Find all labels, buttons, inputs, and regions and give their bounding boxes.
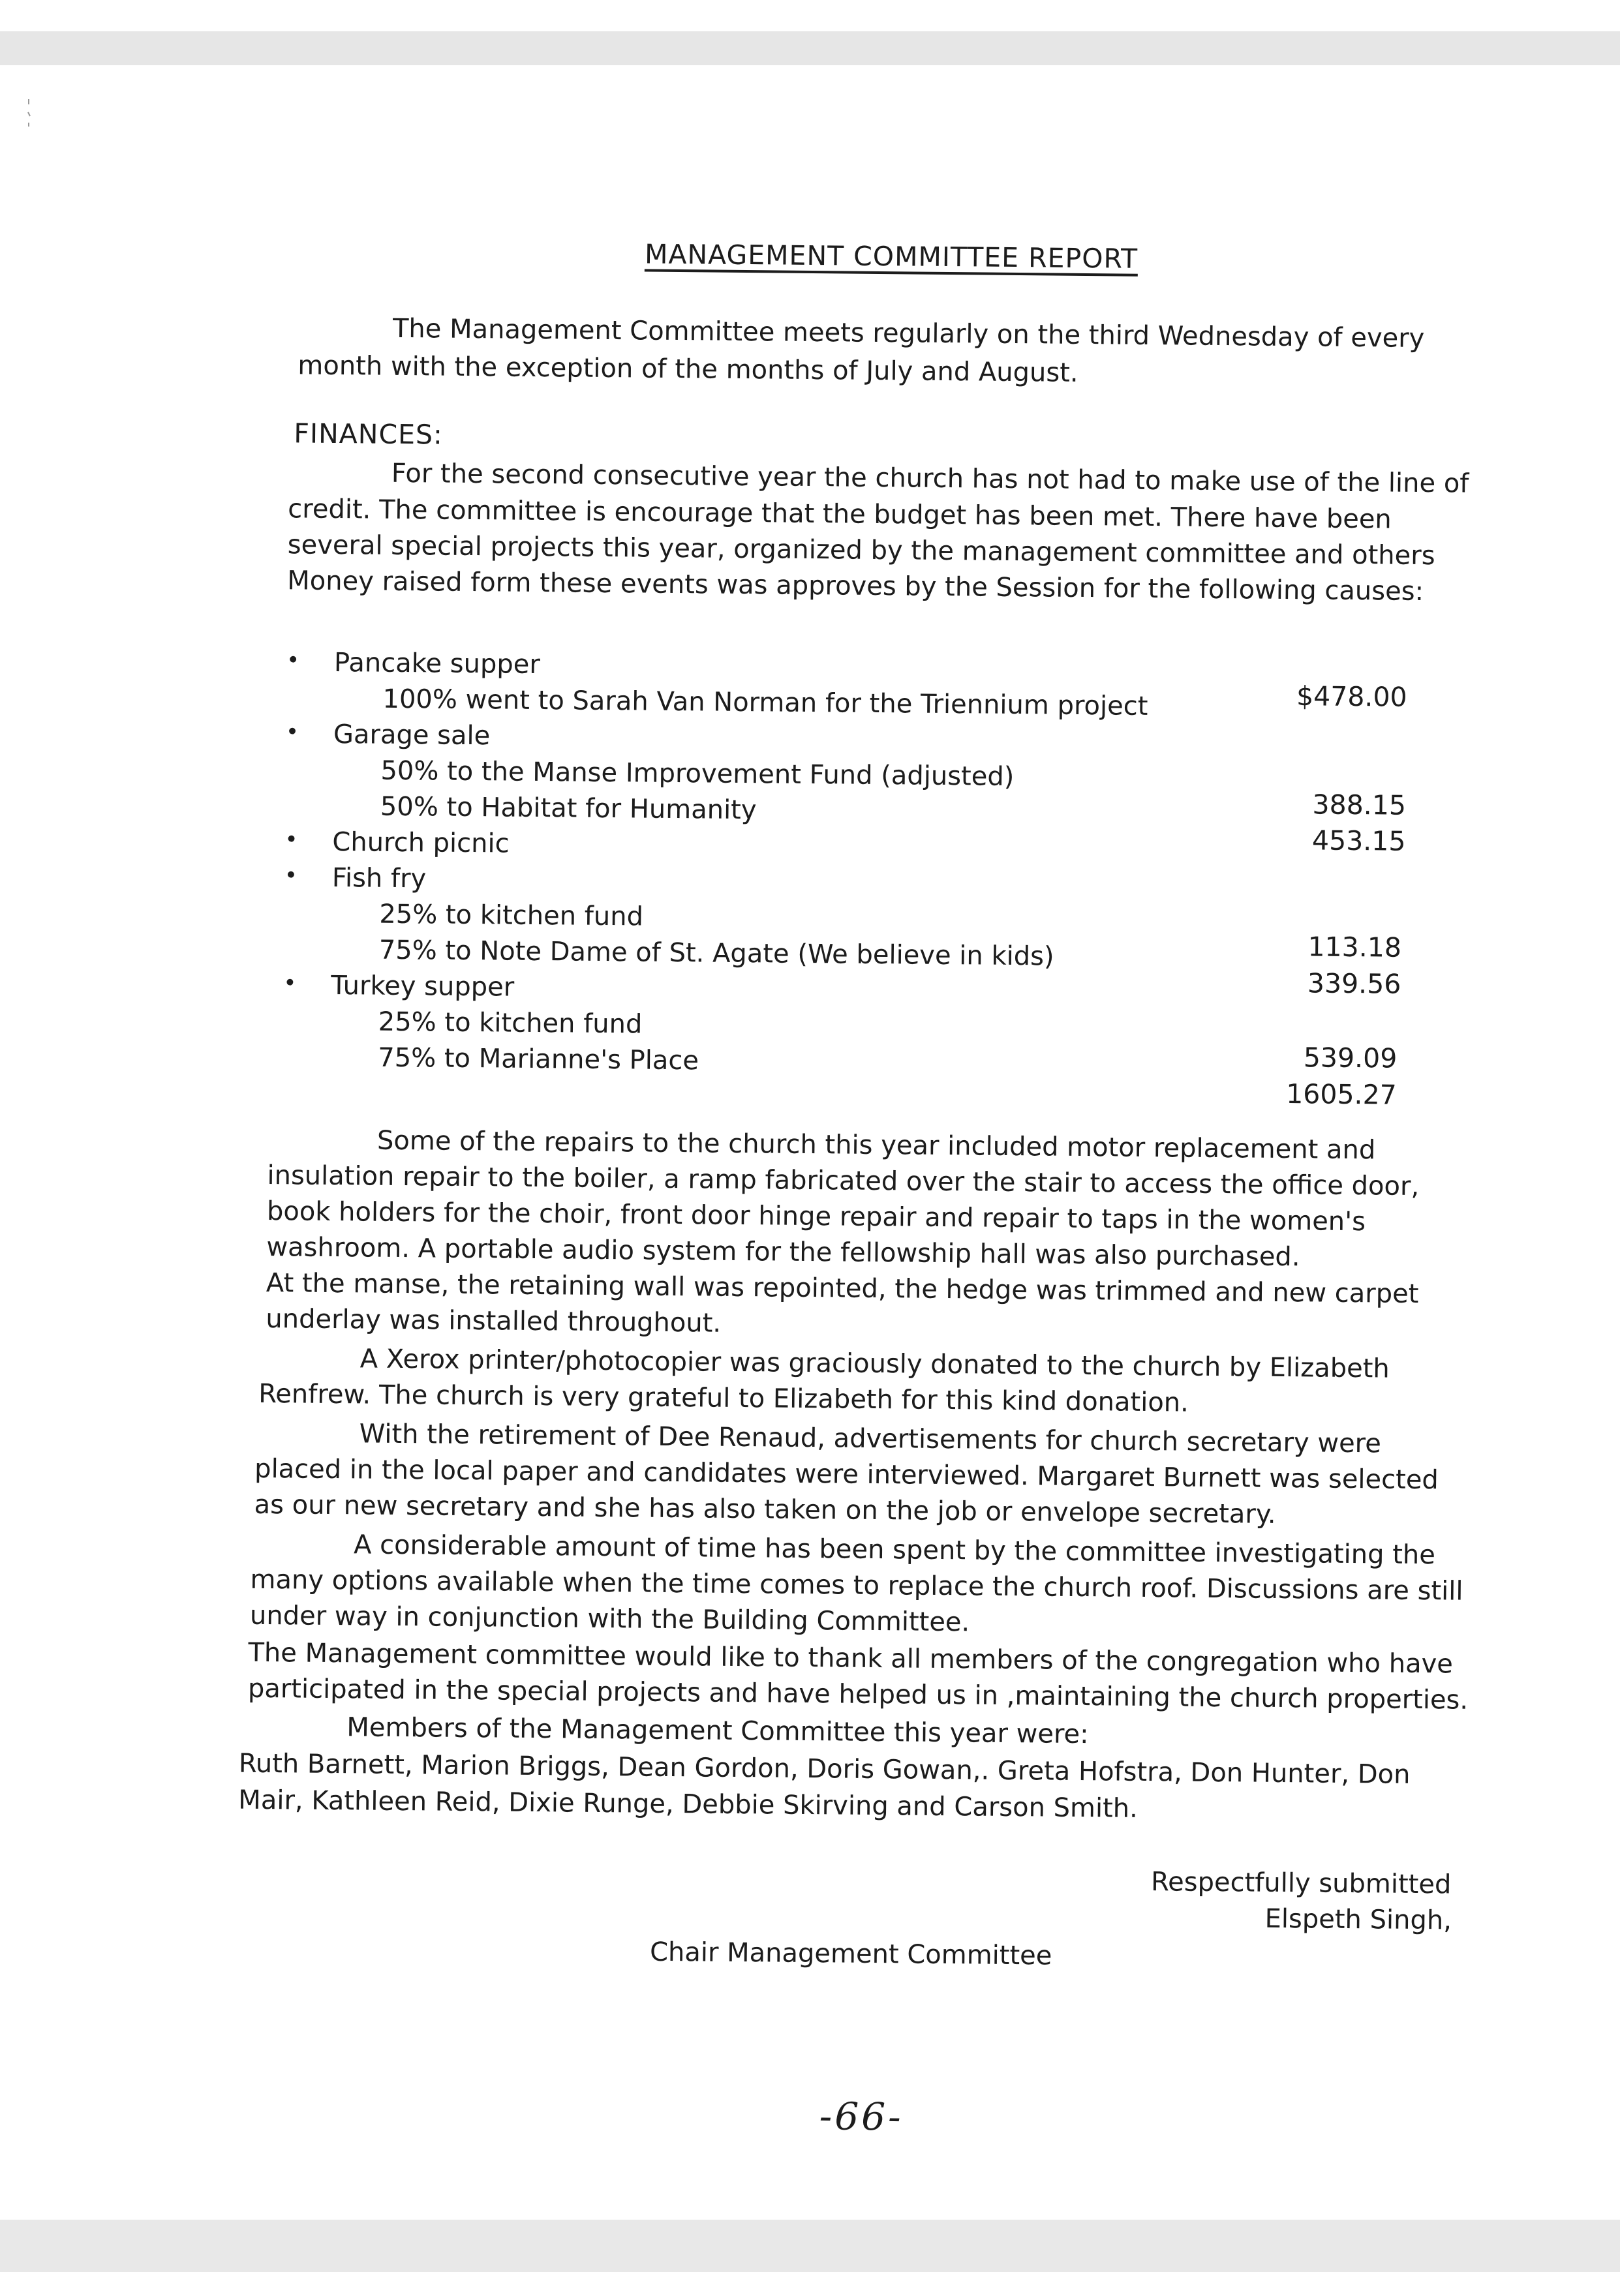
signature-role: Chair Management Committee [649, 1937, 1052, 1971]
body-line-5: At the manse, the retaining wall was repointed, the hedge was trimmed and new carpet [266, 1268, 1419, 1309]
project-turkey-supper: Turkey supper [331, 970, 515, 1003]
finances-line-4: Money raised form these events was approves by the Session for the following causes: [287, 566, 1424, 607]
body-line-3: book holders for the choir, front door hinge repair and repair to taps in the women's [266, 1196, 1366, 1237]
project-turkey-detail-1: 25% to kitchen fund [378, 1006, 643, 1040]
finances-line-2: credit. The committee is encourage that the budget has been met. There have been [288, 494, 1392, 535]
finances-line-3: several special projects this year, organized by the management committee and others [287, 530, 1435, 571]
project-garage-sale: Garage sale [333, 719, 491, 751]
body-line-10: placed in the local paper and candidates were interviewed. Margaret Burnett was selected [254, 1453, 1439, 1496]
body-line-15: The Management committee would like to thank all members of the congregation who have [248, 1637, 1454, 1680]
bullet-icon: • [284, 862, 298, 889]
body-line-7: A Xerox printer/photocopier was graciously donated to the church by Elizabeth [359, 1344, 1390, 1384]
amount-fish-1: 113.18 [1307, 931, 1402, 963]
body-line-6: underlay was installed throughout. [266, 1304, 722, 1338]
project-church-picnic: Church picnic [332, 826, 510, 859]
body-line-9: With the retirement of Dee Renaud, advertisements for church secretary were [359, 1419, 1382, 1459]
project-pancake-supper: Pancake supper [333, 647, 541, 680]
finances-heading: FINANCES: [294, 417, 444, 451]
project-garage-detail-2: 50% to Habitat for Humanity [380, 791, 757, 826]
project-fish-detail-1: 25% to kitchen fund [379, 899, 644, 932]
body-line-17: Members of the Management Committee this year were: [346, 1712, 1089, 1750]
report-title: MANAGEMENT COMMITTEE REPORT [644, 238, 1139, 275]
bullet-icon: • [285, 719, 299, 746]
signature-name: Elspeth Singh, [1264, 1903, 1452, 1936]
bullet-icon: • [284, 826, 298, 853]
body-line-18: Ruth Barnett, Marion Briggs, Dean Gordon, Doris Gowan,. Greta Hofstra, Don Hunter, Don [238, 1748, 1411, 1790]
body-line-4: washroom. A portable audio system for the fellowship hall was also purchased. [266, 1232, 1300, 1273]
project-garage-detail-1: 50% to the Manse Improvement Fund (adjusted) [380, 755, 1015, 792]
intro-line-2: month with the exception of the months of July and August. [298, 350, 1078, 388]
bullet-icon: • [286, 647, 300, 674]
amount-garage-1: 388.15 [1312, 789, 1407, 821]
project-turkey-detail-2: 75% to Marianne's Place [378, 1042, 699, 1076]
page-number: -66- [819, 2094, 904, 2139]
intro-line-1: The Management Committee meets regularly on the third Wednesday of every [392, 313, 1425, 354]
project-pancake-detail: 100% went to Sarah Van Norman for the Triennium project [382, 684, 1148, 721]
signature-closing: Respectfully submitted [1150, 1867, 1452, 1900]
body-line-14: under way in conjunction with the Building Committee. [249, 1600, 970, 1638]
body-line-13: many options available when the time comes to replace the church roof. Discussions are still [250, 1564, 1463, 1607]
amount-pancake: $478.00 [1296, 680, 1407, 713]
amount-turkey-1: 539.09 [1303, 1042, 1398, 1074]
amount-garage-2: 453.15 [1311, 824, 1406, 857]
project-fish-fry: Fish fry [331, 862, 427, 894]
project-fish-detail-2: 75% to Note Dame of St. Agate (We believe in kids) [378, 935, 1054, 972]
body-line-8: Renfrew. The church is very grateful to Elizabeth for this kind donation. [258, 1378, 1189, 1418]
amount-turkey-2: 1605.27 [1285, 1078, 1397, 1111]
finances-line-1: For the second consecutive year the church has not had to make use of the line of [391, 458, 1469, 499]
amount-fish-2: 339.56 [1307, 967, 1401, 1000]
body-line-11: as our new secretary and she has also taken on the job or envelope secretary. [254, 1489, 1276, 1530]
body-line-2: insulation repair to the boiler, a ramp fabricated over the stair to access the office door, [267, 1160, 1420, 1201]
body-line-12: A considerable amount of time has been spent by the committee investigating the [353, 1530, 1436, 1571]
bullet-icon: • [283, 970, 297, 997]
body-line-1: Some of the repairs to the church this year included motor replacement and [376, 1125, 1376, 1166]
body-line-19: Mair, Kathleen Reid, Dixie Runge, Debbie Skirving and Carson Smith. [238, 1785, 1139, 1824]
body-line-16: participated in the special projects and have helped us in ,maintaining the church properties. [247, 1673, 1469, 1715]
